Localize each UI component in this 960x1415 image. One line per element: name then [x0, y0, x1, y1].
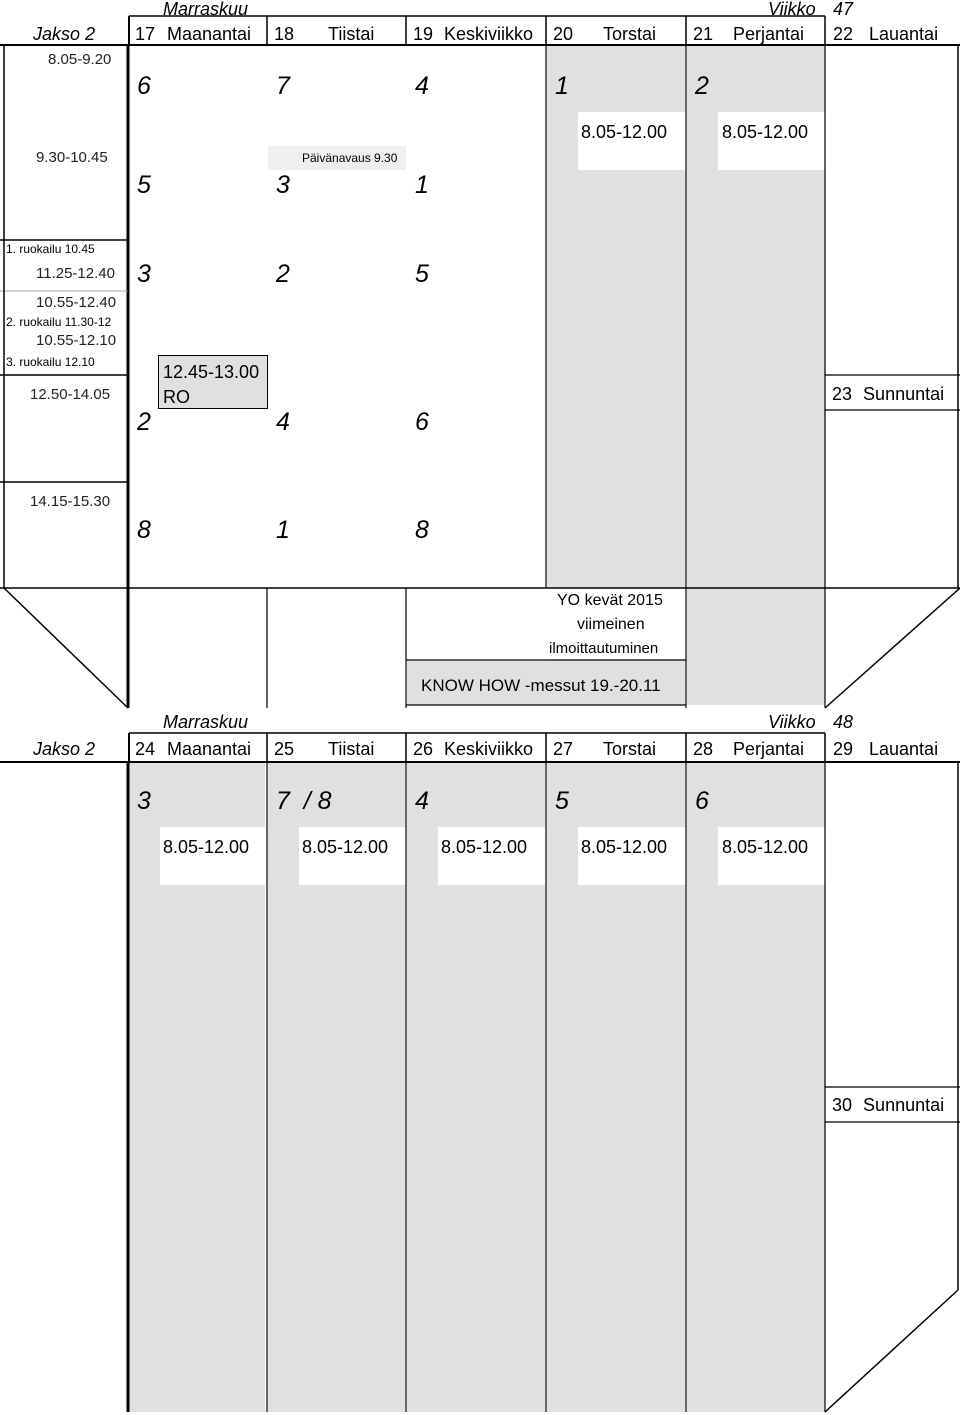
- day-num: 24: [135, 739, 156, 759]
- day-num: 21: [693, 24, 714, 44]
- exam-time: 8.05-12.00: [722, 837, 809, 857]
- day-num: 27: [553, 739, 574, 759]
- slot-number: 6: [415, 408, 429, 436]
- day-name: Sunnuntai: [863, 1095, 945, 1115]
- time-period-2: 9.30-10.45: [36, 149, 108, 166]
- day-name: Keskiviikko: [444, 24, 534, 44]
- slot-number: 6: [695, 787, 709, 815]
- day-num: 25: [274, 739, 295, 759]
- exam-time: 8.05-12.00: [581, 837, 668, 857]
- week-number: 48: [833, 712, 854, 732]
- slot-number: 6: [137, 72, 151, 100]
- jakso-label: Jakso 2: [33, 24, 96, 44]
- day-name: Perjantai: [733, 739, 805, 759]
- day-name: Lauantai: [869, 24, 939, 44]
- ro-label: RO: [163, 387, 190, 407]
- day-num: 26: [413, 739, 434, 759]
- slot-number: 1: [276, 516, 290, 544]
- slot-number: 7: [276, 72, 290, 100]
- yo-line: ilmoittautuminen: [549, 640, 659, 657]
- week-number: 47: [833, 0, 854, 19]
- day-num: 18: [274, 24, 295, 44]
- day-name: Sunnuntai: [863, 384, 945, 404]
- slot-number: 3: [276, 171, 290, 199]
- lunch-3: 3. ruokailu 12.10: [6, 355, 95, 369]
- yo-line: viimeinen: [577, 616, 645, 633]
- time-period-1: 8.05-9.20: [48, 51, 112, 68]
- exam-time: 8.05-12.00: [441, 837, 528, 857]
- day-name: Lauantai: [869, 739, 939, 759]
- ro-time: 12.45-13.00: [163, 362, 260, 382]
- month-label: Marraskuu: [163, 712, 249, 732]
- jakso-label: Jakso 2: [33, 739, 96, 759]
- day-name: Maanantai: [167, 739, 252, 759]
- slot-number: 5: [555, 787, 569, 815]
- slot-number: 2: [695, 72, 709, 100]
- day-num: 23: [832, 384, 853, 404]
- slot-number: 3: [137, 787, 151, 815]
- paivanavaus-label: Päivänavaus 9.30: [302, 151, 398, 165]
- lunch-2: 2. ruokailu 11.30-12: [6, 315, 112, 329]
- time-period-5: 14.15-15.30: [30, 493, 111, 510]
- day-num: 19: [413, 24, 434, 44]
- slot-number: 3: [137, 260, 151, 288]
- exam-time: 8.05-12.00: [163, 837, 250, 857]
- day-name: Maanantai: [167, 24, 252, 44]
- day-name: Perjantai: [733, 24, 805, 44]
- week-label: Viikko: [768, 712, 816, 732]
- lunch-1: 1. ruokailu 10.45: [6, 242, 95, 256]
- day-name: Torstai: [603, 24, 657, 44]
- day-name: Keskiviikko: [444, 739, 534, 759]
- slot-number: 5: [137, 171, 151, 199]
- day-num: 17: [135, 24, 156, 44]
- month-label: Marraskuu: [163, 0, 249, 19]
- yo-line: YO kevät 2015: [557, 592, 663, 609]
- exam-time: 8.05-12.00: [722, 122, 809, 142]
- day-name: Tiistai: [328, 24, 375, 44]
- slot-number: 7 / 8: [276, 787, 332, 815]
- slot-number: 4: [415, 72, 429, 100]
- week-label: Viikko: [768, 0, 816, 19]
- day-num: 20: [553, 24, 574, 44]
- day-name: Torstai: [603, 739, 657, 759]
- day-num: 30: [832, 1095, 853, 1115]
- exam-time: 8.05-12.00: [302, 837, 389, 857]
- day-num: 28: [693, 739, 714, 759]
- slot-number: 1: [415, 171, 429, 199]
- slot-number: 2: [137, 408, 151, 436]
- time-period-3b: 10.55-12.40: [36, 294, 117, 311]
- knowhow-label: KNOW HOW -messut 19.-20.11: [421, 676, 661, 695]
- time-period-4: 12.50-14.05: [30, 386, 111, 403]
- time-period-3: 11.25-12.40: [36, 265, 115, 282]
- day-name: Tiistai: [328, 739, 375, 759]
- slot-number: 2: [276, 260, 290, 288]
- slot-number: 5: [415, 260, 429, 288]
- slot-number: 1: [555, 72, 569, 100]
- day-num: 29: [833, 739, 854, 759]
- slot-number: 4: [276, 408, 290, 436]
- day-num: 22: [833, 24, 854, 44]
- slot-number: 4: [415, 787, 429, 815]
- time-period-3c: 10.55-12.10: [36, 332, 117, 349]
- slot-number: 8: [137, 516, 151, 544]
- slot-number: 8: [415, 516, 429, 544]
- exam-time: 8.05-12.00: [581, 122, 668, 142]
